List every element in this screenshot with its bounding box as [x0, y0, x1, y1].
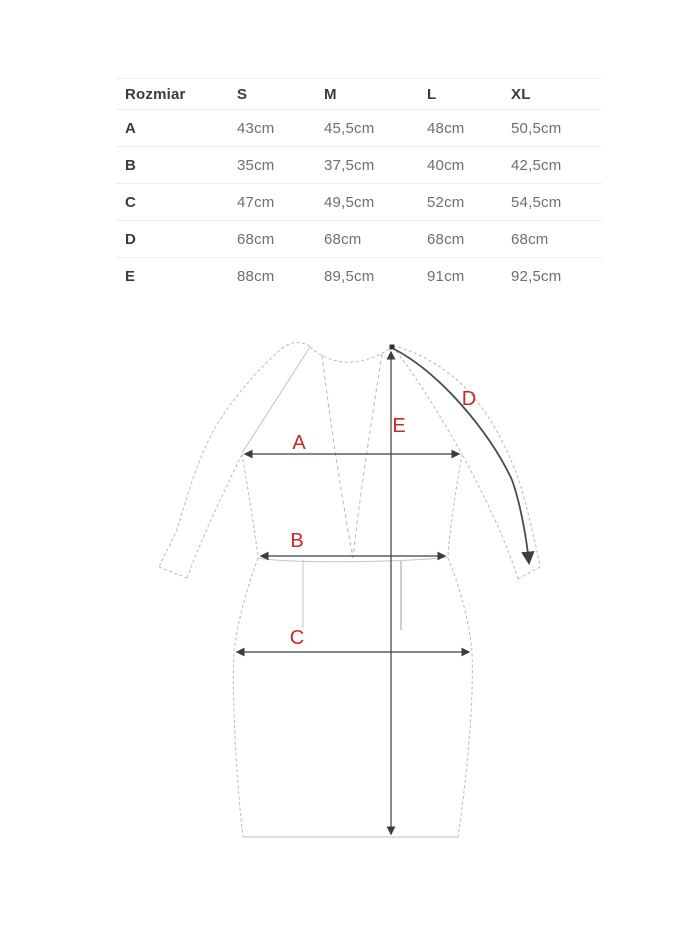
- sleeve-right-inner: [462, 454, 518, 579]
- raglan-seam-right: [393, 347, 462, 454]
- construction-lines: [243, 557, 458, 837]
- size-value-cell: 68cm: [511, 230, 549, 248]
- size-value-cell: 37,5cm: [324, 156, 375, 174]
- row-label: D: [125, 230, 137, 248]
- size-value-cell: 35cm: [237, 156, 275, 174]
- dim-label-E: E: [392, 415, 406, 437]
- row-label: A: [125, 119, 137, 137]
- row-label: E: [125, 267, 136, 285]
- size-value-cell: 47cm: [237, 193, 275, 211]
- neckline: [310, 347, 392, 362]
- skirt-side-right: [448, 558, 472, 837]
- measurement-arrows: [237, 345, 529, 835]
- size-value-cell: 49,5cm: [324, 193, 375, 211]
- size-col-s: S: [237, 85, 248, 103]
- shoulder-point-dot: [390, 345, 395, 350]
- skirt-side-left: [233, 558, 258, 837]
- size-col-xl: XL: [511, 85, 531, 103]
- size-value-cell: 68cm: [427, 230, 465, 248]
- size-value-cell: 52cm: [427, 193, 465, 211]
- front-dart-right: [353, 354, 382, 558]
- sleeve-left-cuff: [159, 567, 187, 578]
- size-col-m: M: [324, 85, 337, 103]
- size-value-cell: 45,5cm: [324, 119, 375, 137]
- size-value-cell: 48cm: [427, 119, 465, 137]
- size-value-cell: 68cm: [324, 230, 362, 248]
- size-value-cell: 68cm: [237, 230, 275, 248]
- dress-outline: [159, 343, 540, 837]
- size-value-cell: 42,5cm: [511, 156, 562, 174]
- bodice-side-left: [242, 454, 258, 556]
- bodice-side-right: [448, 454, 462, 556]
- size-value-cell: 50,5cm: [511, 119, 562, 137]
- sleeve-left-outer: [159, 343, 310, 567]
- size-value-cell: 54,5cm: [511, 193, 562, 211]
- sleeve-right-cuff: [518, 567, 540, 579]
- size-column-title: Rozmiar: [125, 85, 186, 103]
- dim-label-C: C: [289, 627, 305, 649]
- row-label: B: [125, 156, 137, 174]
- row-label: C: [125, 193, 137, 211]
- size-value-cell: 40cm: [427, 156, 465, 174]
- size-value-cell: 88cm: [237, 267, 275, 285]
- size-value-cell: 89,5cm: [324, 267, 375, 285]
- size-value-cell: 91cm: [427, 267, 465, 285]
- dim-label-D: D: [461, 388, 477, 410]
- dim-label-A: A: [292, 432, 306, 454]
- sleeve-right-outer: [393, 346, 540, 567]
- size-value-cell: 43cm: [237, 119, 275, 137]
- size-value-cell: 92,5cm: [511, 267, 562, 285]
- size-col-l: L: [427, 85, 437, 103]
- dim-label-B: B: [290, 530, 304, 552]
- front-dart-left: [322, 355, 353, 558]
